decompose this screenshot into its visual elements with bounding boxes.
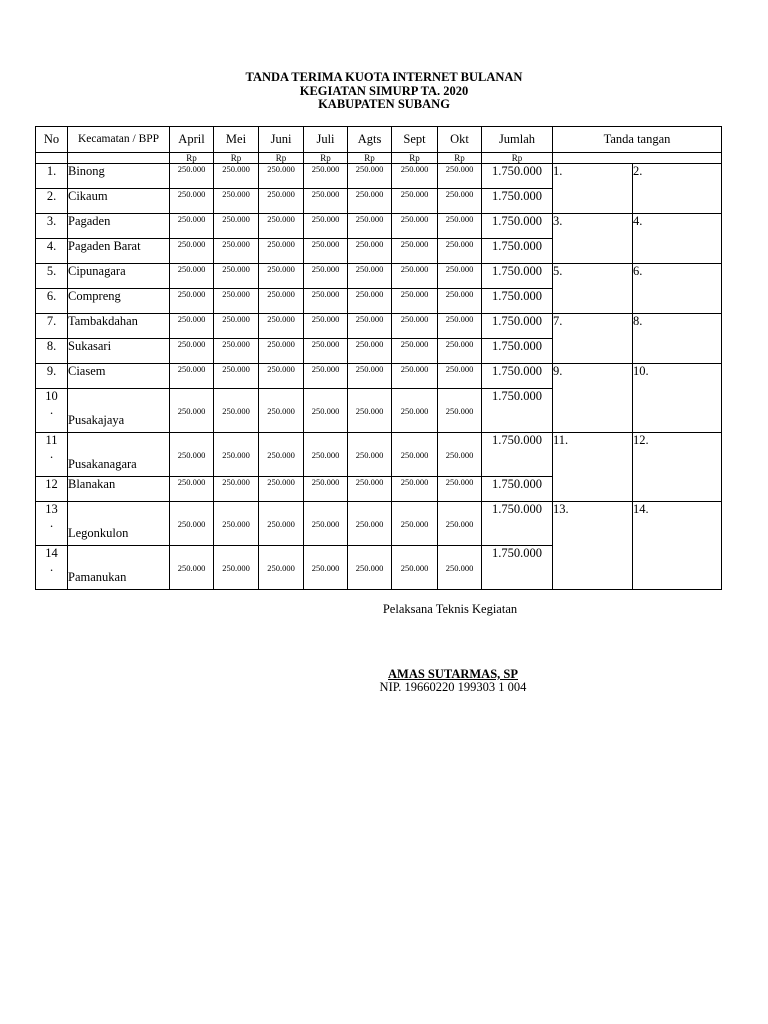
monthly-amount: 250.000 — [392, 164, 438, 189]
currency-label: Rp — [482, 153, 553, 164]
monthly-amount: 250.000 — [348, 477, 392, 502]
monthly-amount: 250.000 — [214, 433, 259, 477]
monthly-amount: 250.000 — [170, 502, 214, 546]
monthly-amount: 250.000 — [392, 502, 438, 546]
signature-slot: 13. — [553, 502, 633, 590]
signer-role: Pelaksana Teknis Kegiatan — [382, 602, 518, 616]
monthly-amount: 250.000 — [392, 477, 438, 502]
column-header-month: April — [170, 127, 214, 153]
monthly-amount: 250.000 — [304, 289, 348, 314]
monthly-amount: 250.000 — [259, 502, 304, 546]
monthly-amount: 250.000 — [170, 314, 214, 339]
monthly-amount: 250.000 — [392, 214, 438, 239]
signature-slot: 1. — [553, 164, 633, 214]
total-amount: 1.750.000 — [482, 264, 553, 289]
monthly-amount: 250.000 — [259, 433, 304, 477]
table-row — [36, 214, 722, 239]
monthly-amount: 250.000 — [348, 433, 392, 477]
signer-nip: NIP. 19660220 199303 1 004 — [379, 680, 527, 694]
monthly-amount: 250.000 — [392, 189, 438, 214]
total-amount: 1.750.000 — [482, 389, 553, 433]
table-row — [36, 264, 722, 289]
monthly-amount: 250.000 — [348, 239, 392, 264]
monthly-amount: 250.000 — [348, 389, 392, 433]
row-number: 9. — [36, 364, 68, 389]
currency-label: Rp — [304, 153, 348, 164]
monthly-amount: 250.000 — [304, 239, 348, 264]
kecamatan-name: Cipunagara — [68, 264, 170, 289]
monthly-amount: 250.000 — [304, 477, 348, 502]
monthly-amount: 250.000 — [438, 546, 482, 590]
kecamatan-name: Legonkulon — [68, 502, 170, 546]
total-amount: 1.750.000 — [482, 433, 553, 477]
monthly-amount: 250.000 — [392, 239, 438, 264]
row-number: 1. — [36, 164, 68, 189]
monthly-amount: 250.000 — [214, 339, 259, 364]
kecamatan-name: Ciasem — [68, 364, 170, 389]
monthly-amount: 250.000 — [259, 164, 304, 189]
total-amount: 1.750.000 — [482, 546, 553, 590]
monthly-amount: 250.000 — [348, 314, 392, 339]
monthly-amount: 250.000 — [170, 389, 214, 433]
total-amount: 1.750.000 — [482, 314, 553, 339]
column-header-month: Okt — [438, 127, 482, 153]
quota-receipt-table — [35, 126, 722, 590]
column-header-month: Agts — [348, 127, 392, 153]
monthly-amount: 250.000 — [259, 364, 304, 389]
total-amount: 1.750.000 — [482, 502, 553, 546]
monthly-amount: 250.000 — [348, 502, 392, 546]
kecamatan-name: Pusakanagara — [68, 433, 170, 477]
monthly-amount: 250.000 — [438, 364, 482, 389]
monthly-amount: 250.000 — [259, 314, 304, 339]
monthly-amount: 250.000 — [304, 314, 348, 339]
monthly-amount: 250.000 — [170, 264, 214, 289]
monthly-amount: 250.000 — [170, 214, 214, 239]
monthly-amount: 250.000 — [304, 339, 348, 364]
monthly-amount: 250.000 — [348, 339, 392, 364]
monthly-amount: 250.000 — [348, 189, 392, 214]
monthly-amount: 250.000 — [170, 477, 214, 502]
monthly-amount: 250.000 — [348, 546, 392, 590]
kecamatan-name: Sukasari — [68, 339, 170, 364]
column-header-jumlah: Jumlah — [482, 127, 553, 153]
monthly-amount: 250.000 — [392, 339, 438, 364]
total-amount: 1.750.000 — [482, 189, 553, 214]
currency-label: Rp — [348, 153, 392, 164]
title-line-2: KEGIATAN SIMURP TA. 2020 — [299, 83, 469, 98]
kecamatan-name: Tambakdahan — [68, 314, 170, 339]
monthly-amount: 250.000 — [170, 433, 214, 477]
monthly-amount: 250.000 — [170, 164, 214, 189]
monthly-amount: 250.000 — [304, 433, 348, 477]
monthly-amount: 250.000 — [170, 189, 214, 214]
monthly-amount: 250.000 — [304, 502, 348, 546]
monthly-amount: 250.000 — [438, 289, 482, 314]
total-amount: 1.750.000 — [482, 239, 553, 264]
monthly-amount: 250.000 — [304, 364, 348, 389]
monthly-amount: 250.000 — [214, 239, 259, 264]
monthly-amount: 250.000 — [214, 389, 259, 433]
kecamatan-name: Binong — [68, 164, 170, 189]
monthly-amount: 250.000 — [438, 239, 482, 264]
monthly-amount: 250.000 — [438, 502, 482, 546]
monthly-amount: 250.000 — [304, 214, 348, 239]
monthly-amount: 250.000 — [438, 433, 482, 477]
monthly-amount: 250.000 — [438, 264, 482, 289]
monthly-amount: 250.000 — [304, 189, 348, 214]
column-header-month: Sept — [392, 127, 438, 153]
currency-label: Rp — [259, 153, 304, 164]
total-amount: 1.750.000 — [482, 214, 553, 239]
table-header-row — [36, 127, 722, 153]
document-title — [0, 71, 768, 112]
monthly-amount: 250.000 — [392, 433, 438, 477]
row-number: 10 . — [36, 389, 68, 433]
signature-slot: 9. — [553, 364, 633, 433]
monthly-amount: 250.000 — [214, 477, 259, 502]
table-row — [36, 364, 722, 389]
currency-label: Rp — [214, 153, 259, 164]
table-row — [36, 164, 722, 189]
signature-slot: 8. — [633, 314, 722, 364]
kecamatan-name: Compreng — [68, 289, 170, 314]
currency-blank — [68, 153, 170, 164]
row-number: 7. — [36, 314, 68, 339]
table-row — [36, 433, 722, 477]
title-line-3: KABUPATEN SUBANG — [318, 97, 450, 111]
currency-label: Rp — [438, 153, 482, 164]
total-amount: 1.750.000 — [482, 289, 553, 314]
monthly-amount: 250.000 — [214, 264, 259, 289]
monthly-amount: 250.000 — [259, 264, 304, 289]
total-amount: 1.750.000 — [482, 164, 553, 189]
column-header-tanda-tangan: Tanda tangan — [553, 127, 722, 153]
monthly-amount: 250.000 — [304, 389, 348, 433]
monthly-amount: 250.000 — [392, 546, 438, 590]
monthly-amount: 250.000 — [438, 314, 482, 339]
row-number: 4. — [36, 239, 68, 264]
signature-slot: 14. — [633, 502, 722, 590]
kecamatan-name: Pamanukan — [68, 546, 170, 590]
signature-slot: 3. — [553, 214, 633, 264]
monthly-amount: 250.000 — [392, 289, 438, 314]
kecamatan-name: Pagaden Barat — [68, 239, 170, 264]
column-header-kecamatan: Kecamatan / BPP — [68, 127, 170, 153]
monthly-amount: 250.000 — [214, 289, 259, 314]
monthly-amount: 250.000 — [214, 314, 259, 339]
monthly-amount: 250.000 — [348, 364, 392, 389]
monthly-amount: 250.000 — [348, 164, 392, 189]
monthly-amount: 250.000 — [214, 364, 259, 389]
monthly-amount: 250.000 — [214, 214, 259, 239]
title-line-1: TANDA TERIMA KUOTA INTERNET BULANAN — [245, 70, 523, 84]
monthly-amount: 250.000 — [392, 364, 438, 389]
monthly-amount: 250.000 — [259, 477, 304, 502]
signature-slot: 4. — [633, 214, 722, 264]
signer-name: AMAS SUTARMAS, SP — [388, 667, 518, 681]
monthly-amount: 250.000 — [259, 339, 304, 364]
monthly-amount: 250.000 — [259, 189, 304, 214]
monthly-amount: 250.000 — [259, 289, 304, 314]
row-number: 12 — [36, 477, 68, 502]
column-header-month: Mei — [214, 127, 259, 153]
signature-slot: 10. — [633, 364, 722, 433]
monthly-amount: 250.000 — [438, 214, 482, 239]
monthly-amount: 250.000 — [214, 546, 259, 590]
monthly-amount: 250.000 — [170, 239, 214, 264]
row-number: 3. — [36, 214, 68, 239]
total-amount: 1.750.000 — [482, 477, 553, 502]
signature-slot: 5. — [553, 264, 633, 314]
monthly-amount: 250.000 — [392, 264, 438, 289]
monthly-amount: 250.000 — [438, 339, 482, 364]
monthly-amount: 250.000 — [259, 546, 304, 590]
kecamatan-name: Pusakajaya — [68, 389, 170, 433]
monthly-amount: 250.000 — [214, 189, 259, 214]
row-number: 8. — [36, 339, 68, 364]
monthly-amount: 250.000 — [392, 314, 438, 339]
monthly-amount: 250.000 — [304, 546, 348, 590]
monthly-amount: 250.000 — [170, 339, 214, 364]
row-number: 5. — [36, 264, 68, 289]
row-number: 11 . — [36, 433, 68, 477]
monthly-amount: 250.000 — [304, 164, 348, 189]
monthly-amount: 250.000 — [348, 214, 392, 239]
signature-slot: 6. — [633, 264, 722, 314]
monthly-amount: 250.000 — [170, 289, 214, 314]
currency-row — [36, 153, 722, 164]
monthly-amount: 250.000 — [259, 389, 304, 433]
total-amount: 1.750.000 — [482, 364, 553, 389]
kecamatan-name: Pagaden — [68, 214, 170, 239]
monthly-amount: 250.000 — [304, 264, 348, 289]
currency-blank — [553, 153, 722, 164]
monthly-amount: 250.000 — [348, 289, 392, 314]
signature-slot: 2. — [633, 164, 722, 214]
signature-slot: 11. — [553, 433, 633, 502]
table-row — [36, 502, 722, 546]
monthly-amount: 250.000 — [259, 239, 304, 264]
row-number: 6. — [36, 289, 68, 314]
monthly-amount: 250.000 — [438, 164, 482, 189]
monthly-amount: 250.000 — [214, 502, 259, 546]
monthly-amount: 250.000 — [170, 546, 214, 590]
row-number: 2. — [36, 189, 68, 214]
signature-slot: 12. — [633, 433, 722, 502]
monthly-amount: 250.000 — [438, 389, 482, 433]
table-row — [36, 314, 722, 339]
column-header-month: Juni — [259, 127, 304, 153]
kecamatan-name: Cikaum — [68, 189, 170, 214]
kecamatan-name: Blanakan — [68, 477, 170, 502]
column-header-no: No — [36, 127, 68, 153]
monthly-amount: 250.000 — [438, 477, 482, 502]
monthly-amount: 250.000 — [392, 389, 438, 433]
row-number: 13 . — [36, 502, 68, 546]
monthly-amount: 250.000 — [170, 364, 214, 389]
currency-blank — [36, 153, 68, 164]
signature-slot: 7. — [553, 314, 633, 364]
total-amount: 1.750.000 — [482, 339, 553, 364]
currency-label: Rp — [170, 153, 214, 164]
currency-label: Rp — [392, 153, 438, 164]
row-number: 14 . — [36, 546, 68, 590]
column-header-month: Juli — [304, 127, 348, 153]
monthly-amount: 250.000 — [438, 189, 482, 214]
monthly-amount: 250.000 — [348, 264, 392, 289]
monthly-amount: 250.000 — [259, 214, 304, 239]
monthly-amount: 250.000 — [214, 164, 259, 189]
